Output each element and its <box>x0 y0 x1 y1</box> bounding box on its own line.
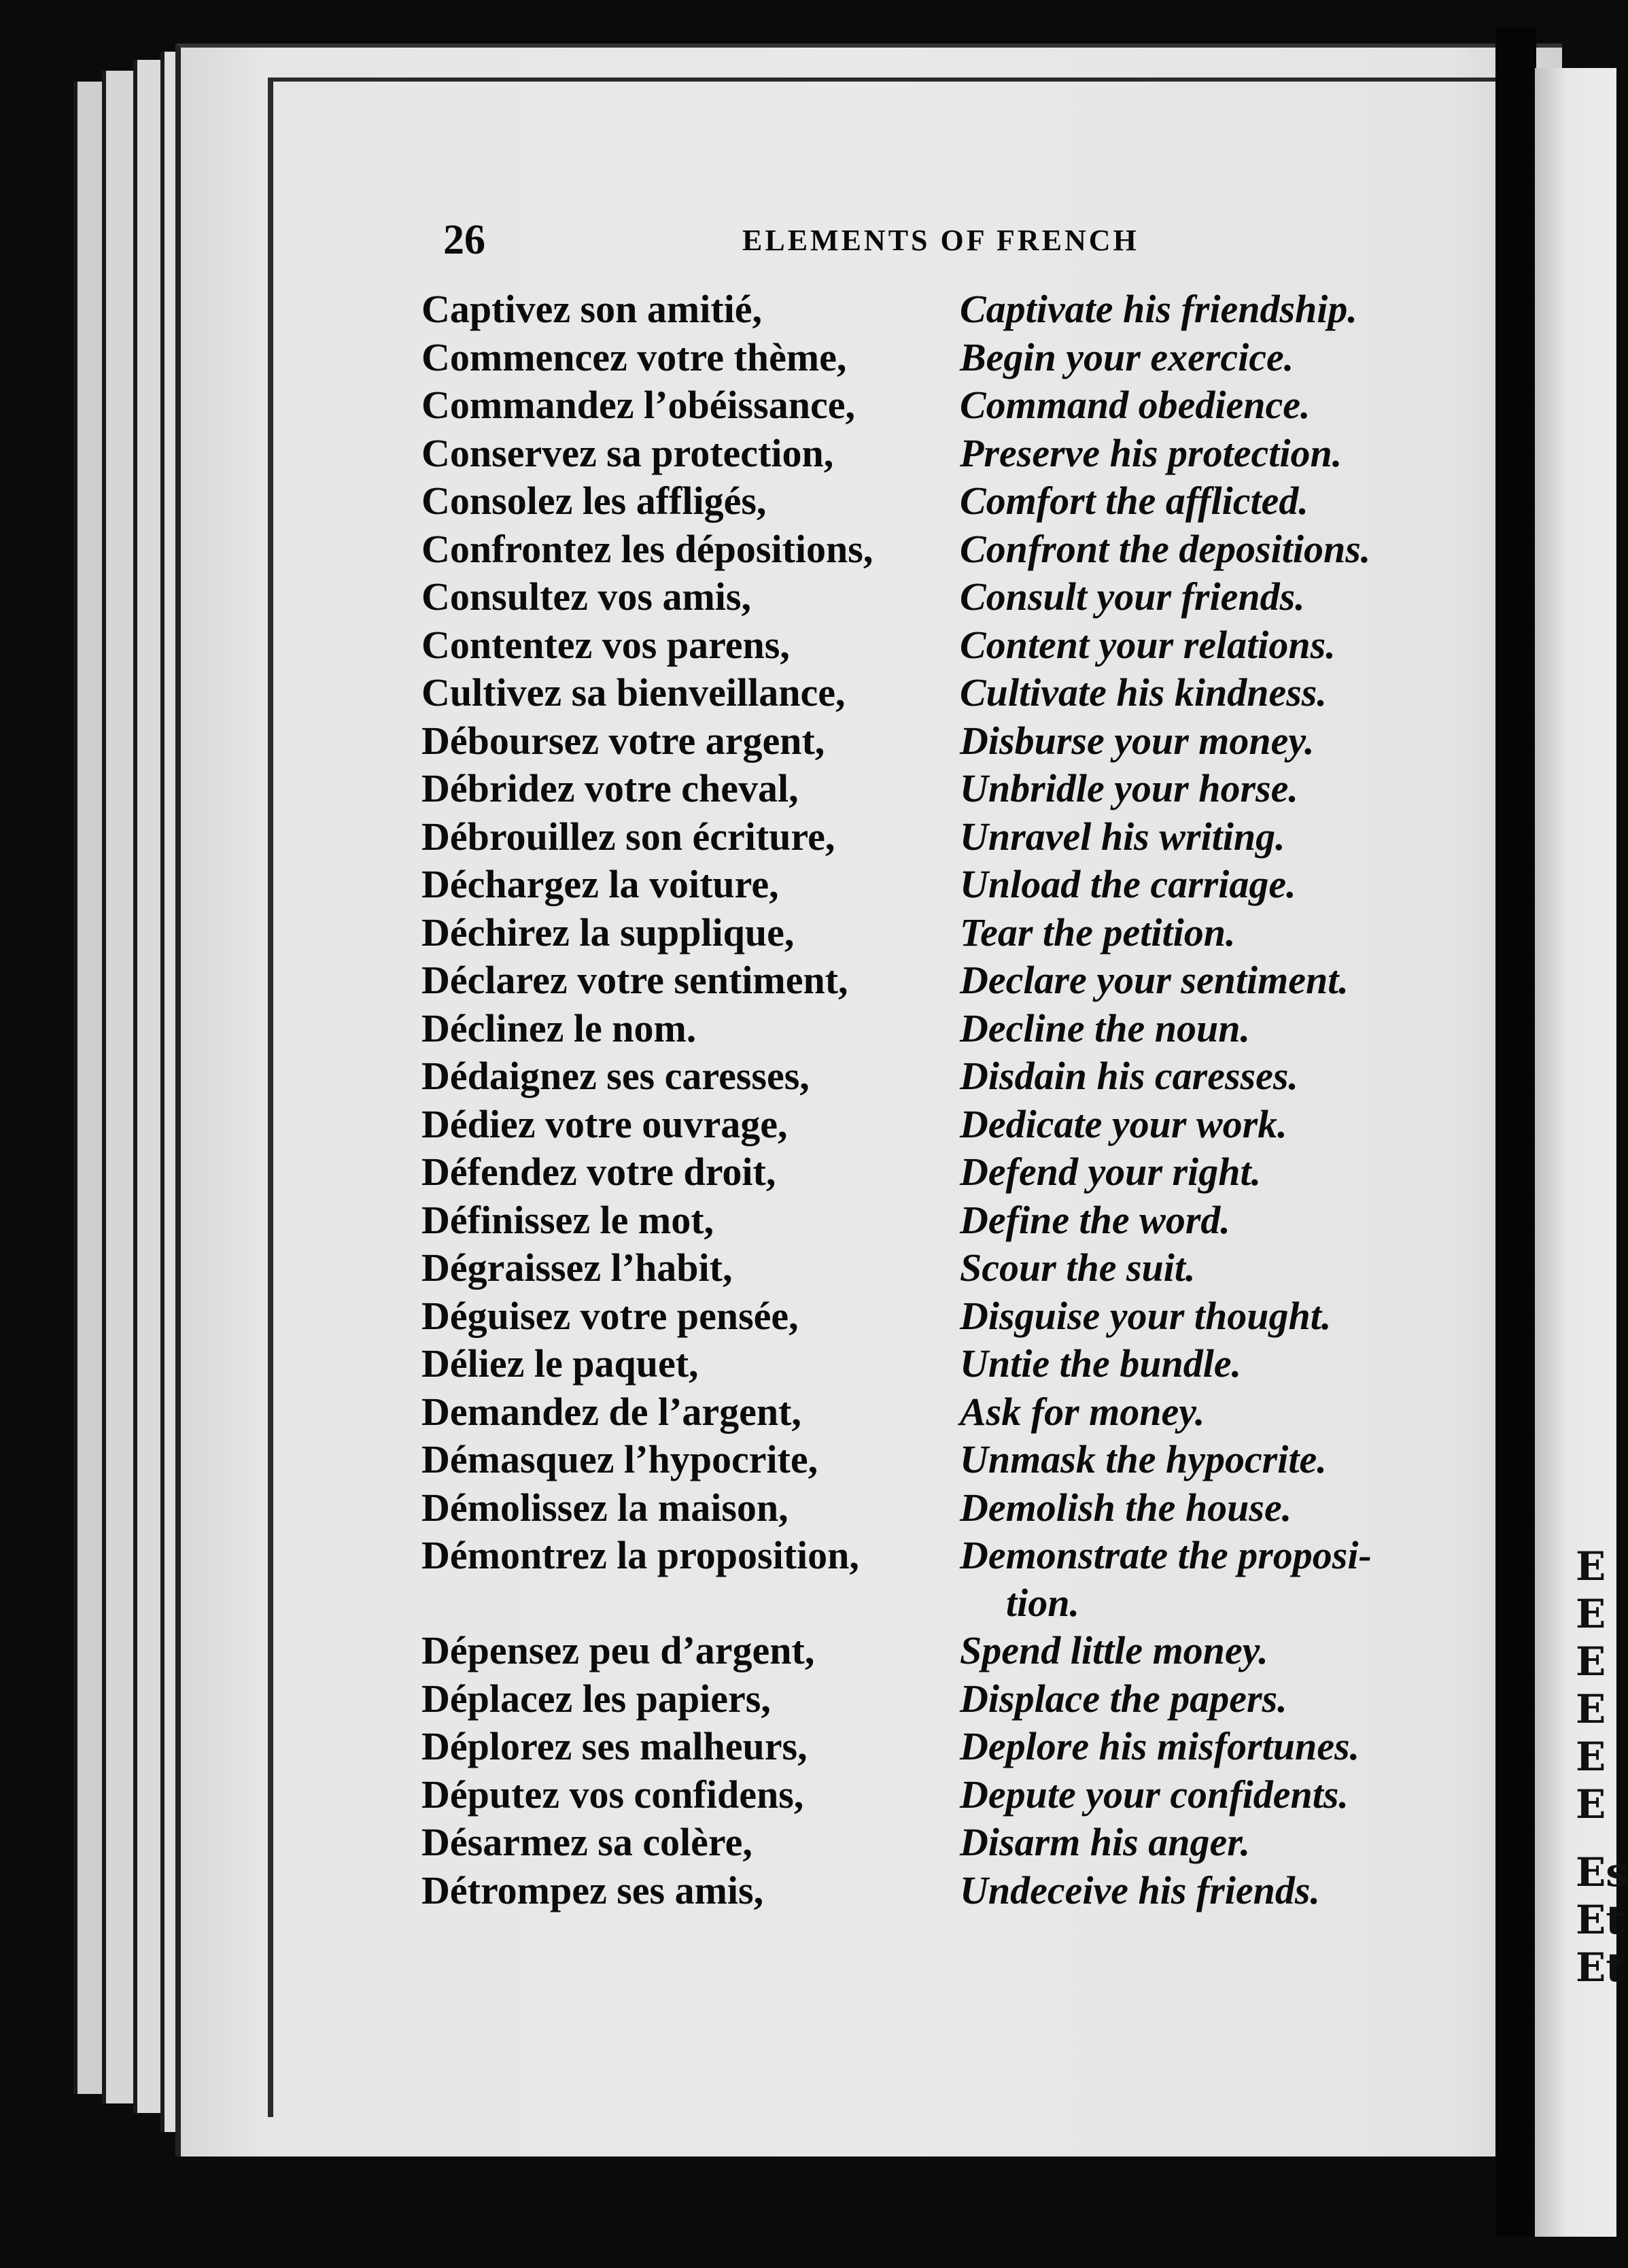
english-translation-text: Define the word. <box>960 1197 1230 1242</box>
english-translation-continuation: tion. <box>1006 1581 1079 1625</box>
english-translation-text: Unravel his writing. <box>960 814 1285 859</box>
vocabulary-entry <box>421 813 1482 861</box>
french-phrase: Consultez vos amis, <box>421 574 751 619</box>
english-translation <box>960 1244 1482 1292</box>
french-phrase: Déchirez la supplique, <box>421 910 795 955</box>
vocabulary-entry <box>421 765 1482 813</box>
english-translation-text: Disarm his anger. <box>960 1820 1251 1864</box>
vocabulary-entry <box>421 1052 1482 1101</box>
english-translation <box>960 957 1482 1004</box>
english-translation-text: Unload the carriage. <box>960 862 1296 906</box>
english-translation <box>960 430 1482 477</box>
english-translation-text: Deplore his misfortunes. <box>960 1724 1360 1768</box>
english-translation <box>960 381 1482 429</box>
vocabulary-entry <box>421 1005 1482 1053</box>
french-phrase: Déboursez votre argent, <box>421 718 825 763</box>
vocabulary-entry <box>421 381 1482 430</box>
page-border-left <box>268 78 273 2117</box>
french-phrase: Dépensez peu d’argent, <box>421 1628 815 1672</box>
book-gutter <box>1495 27 1536 2237</box>
vocabulary-entry <box>421 1819 1482 1867</box>
vocabulary-entry <box>421 1436 1482 1484</box>
vocabulary-entry <box>421 669 1482 717</box>
english-translation-text: Undeceive his friends. <box>960 1868 1320 1912</box>
french-phrase: Défendez votre droit, <box>421 1150 776 1194</box>
english-translation <box>960 1101 1482 1148</box>
english-translation <box>960 286 1482 333</box>
vocabulary-entry <box>421 909 1482 957</box>
english-translation <box>960 334 1482 381</box>
english-translation-text: Content your relations. <box>960 622 1336 667</box>
english-translation <box>960 1819 1482 1866</box>
french-phrase: Déplacez les papiers, <box>421 1676 771 1721</box>
english-translation <box>960 909 1482 957</box>
english-translation <box>960 1867 1482 1914</box>
english-translation <box>960 1627 1482 1674</box>
vocabulary-entry <box>421 1388 1482 1437</box>
english-translation-text: Spend little money. <box>960 1628 1268 1672</box>
vocabulary-entry <box>421 957 1482 1005</box>
english-translation <box>960 1484 1482 1532</box>
english-translation-text: Depute your confidents. <box>960 1772 1349 1817</box>
english-translation-text: Scour the suit. <box>960 1245 1196 1290</box>
facing-page-letter: E <box>1576 1734 1606 1780</box>
french-phrase: Captivez son amitié, <box>421 287 762 331</box>
french-phrase: Déclinez le nom. <box>421 1006 697 1050</box>
english-translation-text: Command obedience. <box>960 383 1311 427</box>
english-translation-text: Consult your friends. <box>960 574 1305 619</box>
english-translation <box>960 1292 1482 1340</box>
english-translation <box>960 1436 1482 1483</box>
english-translation <box>960 765 1482 812</box>
french-phrase: Députez vos confidens, <box>421 1772 804 1817</box>
french-phrase: Conservez sa protection, <box>421 430 834 475</box>
french-phrase: Déplorez ses malheurs, <box>421 1724 808 1768</box>
french-phrase: Contentez vos parens, <box>421 622 790 667</box>
vocabulary-entry <box>421 1723 1482 1771</box>
english-translation-text: Demonstrate the proposi- <box>960 1533 1372 1577</box>
english-translation-text: Dedicate your work. <box>960 1101 1287 1146</box>
vocabulary-entry <box>421 1771 1482 1819</box>
french-phrase: Dégraissez l’habit, <box>421 1245 733 1290</box>
english-translation-text: Disdain his caresses. <box>960 1054 1298 1098</box>
vocabulary-entry <box>421 1867 1482 1915</box>
english-translation-text: Captivate his friendship. <box>960 287 1357 331</box>
english-translation-text: Defend your right. <box>960 1150 1262 1194</box>
english-translation <box>960 1148 1482 1196</box>
english-translation <box>960 621 1482 669</box>
english-translation <box>960 861 1482 908</box>
english-translation-text: Untie the bundle. <box>960 1341 1242 1386</box>
facing-page-letter: E <box>1576 1543 1606 1590</box>
french-phrase: Débridez votre cheval, <box>421 766 799 810</box>
english-translation <box>960 573 1482 621</box>
english-translation-text: Unbridle your horse. <box>960 766 1298 810</box>
english-translation <box>960 1052 1482 1100</box>
english-translation <box>960 813 1482 861</box>
vocabulary-entry <box>421 621 1482 670</box>
english-translation <box>960 1197 1482 1244</box>
vocabulary-entry <box>421 526 1482 574</box>
french-phrase: Commencez votre thème, <box>421 334 847 379</box>
vocabulary-entry <box>421 1148 1482 1197</box>
vocabulary-entry <box>421 286 1482 334</box>
english-translation-text: Unmask the hypocrite. <box>960 1437 1327 1481</box>
french-phrase: Déclarez votre sentiment, <box>421 958 848 1002</box>
french-phrase: Désarmez sa colère, <box>421 1820 752 1864</box>
french-phrase: Consolez les affligés, <box>421 479 767 523</box>
english-translation-text: Tear the petition. <box>960 910 1236 955</box>
facing-page-letter: Es <box>1576 1849 1628 1895</box>
vocabulary-entry <box>421 717 1482 766</box>
french-phrase: Déliez le paquet, <box>421 1341 699 1386</box>
page-number: 26 <box>443 217 485 263</box>
french-phrase: Définissez le mot, <box>421 1197 714 1242</box>
french-phrase: Démontrez la proposition, <box>421 1533 859 1577</box>
facing-page-letter: E <box>1576 1638 1606 1685</box>
french-phrase: Déchargez la voiture, <box>421 862 779 906</box>
vocabulary-entry <box>421 1197 1482 1245</box>
vocabulary-entry <box>421 1244 1482 1292</box>
book-title: ELEMENTS OF FRENCH <box>742 224 1139 257</box>
english-translation <box>960 1388 1482 1436</box>
french-phrase: Dédiez votre ouvrage, <box>421 1101 788 1146</box>
french-phrase: Démasquez l’hypocrite, <box>421 1437 818 1481</box>
vocabulary-entry <box>421 1484 1482 1532</box>
english-translation <box>960 669 1482 717</box>
running-head <box>443 216 1327 271</box>
facing-page-letter: Et <box>1576 1944 1624 1991</box>
french-phrase: Commandez l’obéissance, <box>421 383 855 427</box>
english-translation-text: Disburse your money. <box>960 718 1315 763</box>
english-translation <box>960 717 1482 765</box>
facing-page-letter: Et <box>1576 1897 1624 1943</box>
vocabulary-entry <box>421 573 1482 621</box>
english-translation <box>960 1340 1482 1388</box>
english-translation-text: Preserve his protection. <box>960 430 1343 475</box>
english-translation <box>960 477 1482 525</box>
vocabulary-entry <box>421 1340 1482 1388</box>
french-phrase: Démolissez la maison, <box>421 1485 789 1530</box>
french-phrase: Demandez de l’argent, <box>421 1389 801 1434</box>
vocabulary-entry <box>421 334 1482 382</box>
english-translation-text: Demolish the house. <box>960 1485 1292 1530</box>
english-translation-text: Begin your exercice. <box>960 334 1294 379</box>
english-translation-text: Decline the noun. <box>960 1006 1250 1050</box>
english-translation <box>960 1723 1482 1770</box>
english-translation-text: Comfort the afflicted. <box>960 479 1309 523</box>
french-phrase: Confrontez les dépositions, <box>421 526 873 571</box>
vocabulary-entry <box>421 1101 1482 1149</box>
vocabulary-entry <box>421 1627 1482 1675</box>
french-phrase: Détrompez ses amis, <box>421 1868 764 1912</box>
vocabulary-entry <box>421 1292 1482 1341</box>
vocabulary-entry <box>421 1532 1482 1627</box>
french-phrase: Dédaignez ses caresses, <box>421 1054 810 1098</box>
vocabulary-entry <box>421 861 1482 909</box>
vocabulary-entry <box>421 477 1482 526</box>
french-phrase: Déguisez votre pensée, <box>421 1293 799 1338</box>
page-border-top <box>268 78 1546 82</box>
english-translation <box>960 1005 1482 1052</box>
facing-page-letter: E <box>1576 1686 1606 1732</box>
english-translation-text: Cultivate his kindness. <box>960 670 1327 715</box>
vocabulary-list <box>421 286 1482 1914</box>
french-phrase: Débrouillez son écriture, <box>421 814 835 859</box>
english-translation-text: Disguise your thought. <box>960 1293 1332 1338</box>
vocabulary-entry <box>421 1675 1482 1723</box>
english-translation-text: Ask for money. <box>960 1389 1205 1434</box>
facing-page-letter: E <box>1576 1781 1606 1827</box>
english-translation <box>960 1771 1482 1819</box>
english-translation-text: Declare your sentiment. <box>960 958 1349 1002</box>
english-translation <box>960 1675 1482 1723</box>
english-translation <box>960 526 1482 573</box>
english-translation-text: Displace the papers. <box>960 1676 1287 1721</box>
english-translation-text: Confront the depositions. <box>960 526 1371 571</box>
english-translation <box>960 1532 1482 1627</box>
vocabulary-entry <box>421 430 1482 478</box>
french-phrase: Cultivez sa bienveillance, <box>421 670 846 715</box>
facing-page-letter: E <box>1576 1591 1606 1637</box>
